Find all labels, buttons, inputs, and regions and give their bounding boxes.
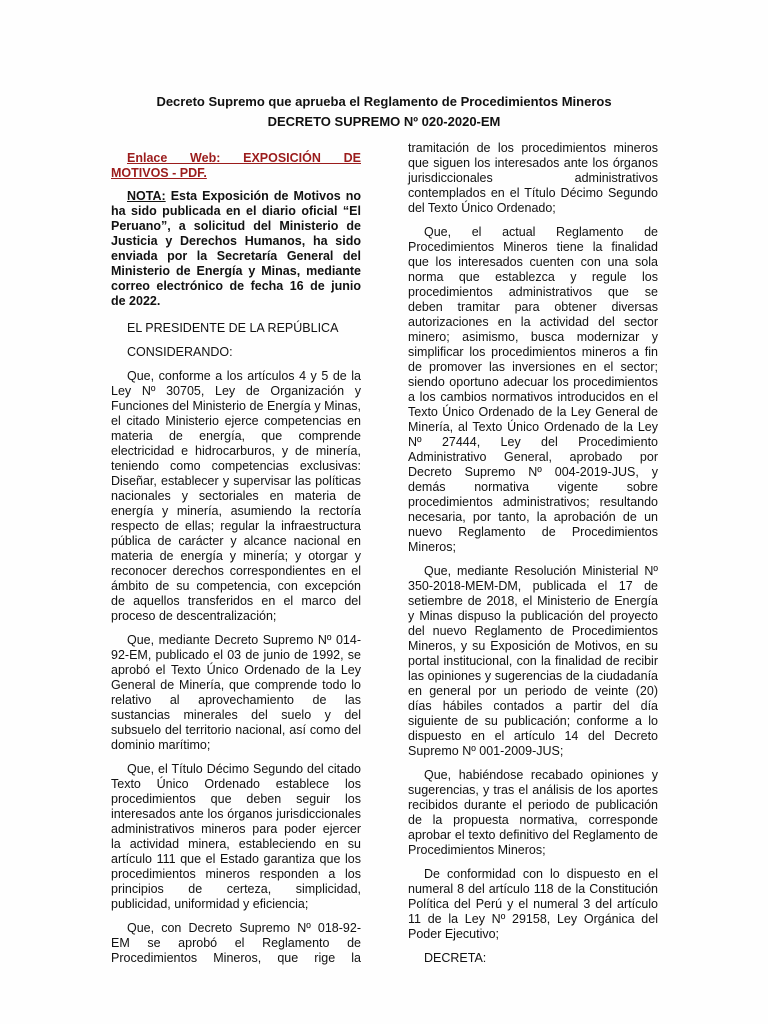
nota-text: Esta Exposición de Motivos no ha sido publicada en el diario oficial “El Peruano”, a solicitud del Ministerio de Justicia y Derechos Humanos, ha sido enviada por la Secretaría General del Ministerio de Energía y Minas, mediante correo electrónico de fecha 16 de junio de 2022. (111, 189, 361, 308)
right-column (408, 141, 658, 975)
paragraph: Que, habiéndose recabado opiniones y sugerencias, y tras el análisis de los aportes recibidos durante el periodo de publicación de la propuesta normativa, corresponde aprobar el texto definitivo del Reglamento de Procedimientos Mineros; (408, 768, 658, 857)
nota-paragraph (111, 189, 361, 309)
nota-label: NOTA: (127, 189, 166, 203)
exposicion-motivos-link[interactable]: Enlace Web: EXPOSICIÓN DE MOTIVOS - PDF. (111, 151, 361, 180)
paragraph: Que, mediante Decreto Supremo Nº 014-92-EM, publicado el 03 de junio de 1992, se aprobó el Texto Único Ordenado de la Ley General de Minería, que comprende todo lo relativo al aprovechamiento de las sustancias minerales del suelo y del subsuelo del territorio nacional, así como del dominio marítimo; (111, 633, 361, 752)
left-column (111, 151, 361, 975)
paragraph: Que, el Título Décimo Segundo del citado Texto Único Ordenado establece los procedimientos que deben seguir los interesados ante los órganos jurisdiccionales administrativos mineros para poder ejercer la actividad minera, estableciendo en su artículo 111 que el Estado garantiza que los procedimientos mineros responden a los principios de certeza, simplicidad, publicidad, uniformidad y eficiencia; (111, 762, 361, 911)
paragraph: De conformidad con lo dispuesto en el numeral 8 del artículo 118 de la Constitución Política del Perú y el numeral 3 del artículo 11 de la Ley Nº 29158, Ley Orgánica del Poder Ejecutivo; (408, 867, 658, 941)
considerando-heading: CONSIDERANDO: (127, 345, 233, 359)
paragraph: Que, el actual Reglamento de Procedimientos Mineros tiene la finalidad que los interesados cuenten con una sola norma que establezca y regule los procedimientos administrativos que se deben tramitar para obtener diversas autorizaciones en la actividad del sector minero; asimismo, busca modernizar y simplificar los procedimientos mineros a fin de promover las inversiones en el sector; siendo oportuno adecuar los procedimientos a los cambios normativos introducidos en el Texto Único Ordenado de la Ley General de Minería, al Texto Único Ordenado de la Ley Nº 27444, Ley del Procedimiento Administrativo General, aprobado por Decreto Supremo Nº 004-2019-JUS, y demás normativa vigente sobre procedimientos administrativos; resultando necesaria, por tanto, la aprobación de un nuevo Reglamento de Procedimientos Mineros; (408, 225, 658, 554)
decreta-heading: DECRETA: (424, 951, 487, 965)
president-heading: EL PRESIDENTE DE LA REPÚBLICA (127, 321, 339, 335)
paragraph: tramitación de los procedimientos mineros que siguen los interesados ante los órganos jurisdiccionales administrativos contemplados en el Título Décimo Segundo del Texto Único Ordenado; (408, 141, 658, 215)
paragraph: Que, conforme a los artículos 4 y 5 de la Ley Nº 30705, Ley de Organización y Funciones del Ministerio de Energía y Minas, el citado Ministerio ejerce competencias en materia de energía, que comprende electricidad e hidrocarburos, y de minería, teniendo como competencias exclusivas: Diseñar, establecer y supervisar las políticas nacionales y sectoriales en materia de energía y minería, asumiendo la rectoría respecto de ellas; regular la infraestructura pública de carácter y alcance nacional en materia de energía y minería; y otorgar y reconocer derechos correspondientes en el ámbito de su competencia, con excepción de aquellos transferidos en el marco del proceso de descentralización; (111, 369, 361, 623)
document-title: Decreto Supremo que aprueba el Reglamento de Procedimientos Mineros (156, 94, 612, 109)
decree-number: DECRETO SUPREMO Nº 020-2020-EM (267, 114, 501, 129)
paragraph: Que, con Decreto Supremo Nº 018-92-EM se aprobó el Reglamento de Procedimientos Mineros, que rige la (111, 921, 361, 965)
paragraph: Que, mediante Resolución Ministerial Nº 350-2018-MEM-DM, publicada el 17 de setiembre de 2018, el Ministerio de Energía y Minas dispuso la publicación del proyecto del nuevo Reglamento de Procedimientos Mineros, y su Exposición de Motivos, en su portal institucional, con la finalidad de recibir las opiniones y sugerencias de la ciudadanía en general por un periodo de veinte (20) días hábiles contados a partir del día siguiente de su publicación; conforme a lo dispuesto en el artículo 14 del Decreto Supremo Nº 001-2009-JUS; (408, 564, 658, 758)
